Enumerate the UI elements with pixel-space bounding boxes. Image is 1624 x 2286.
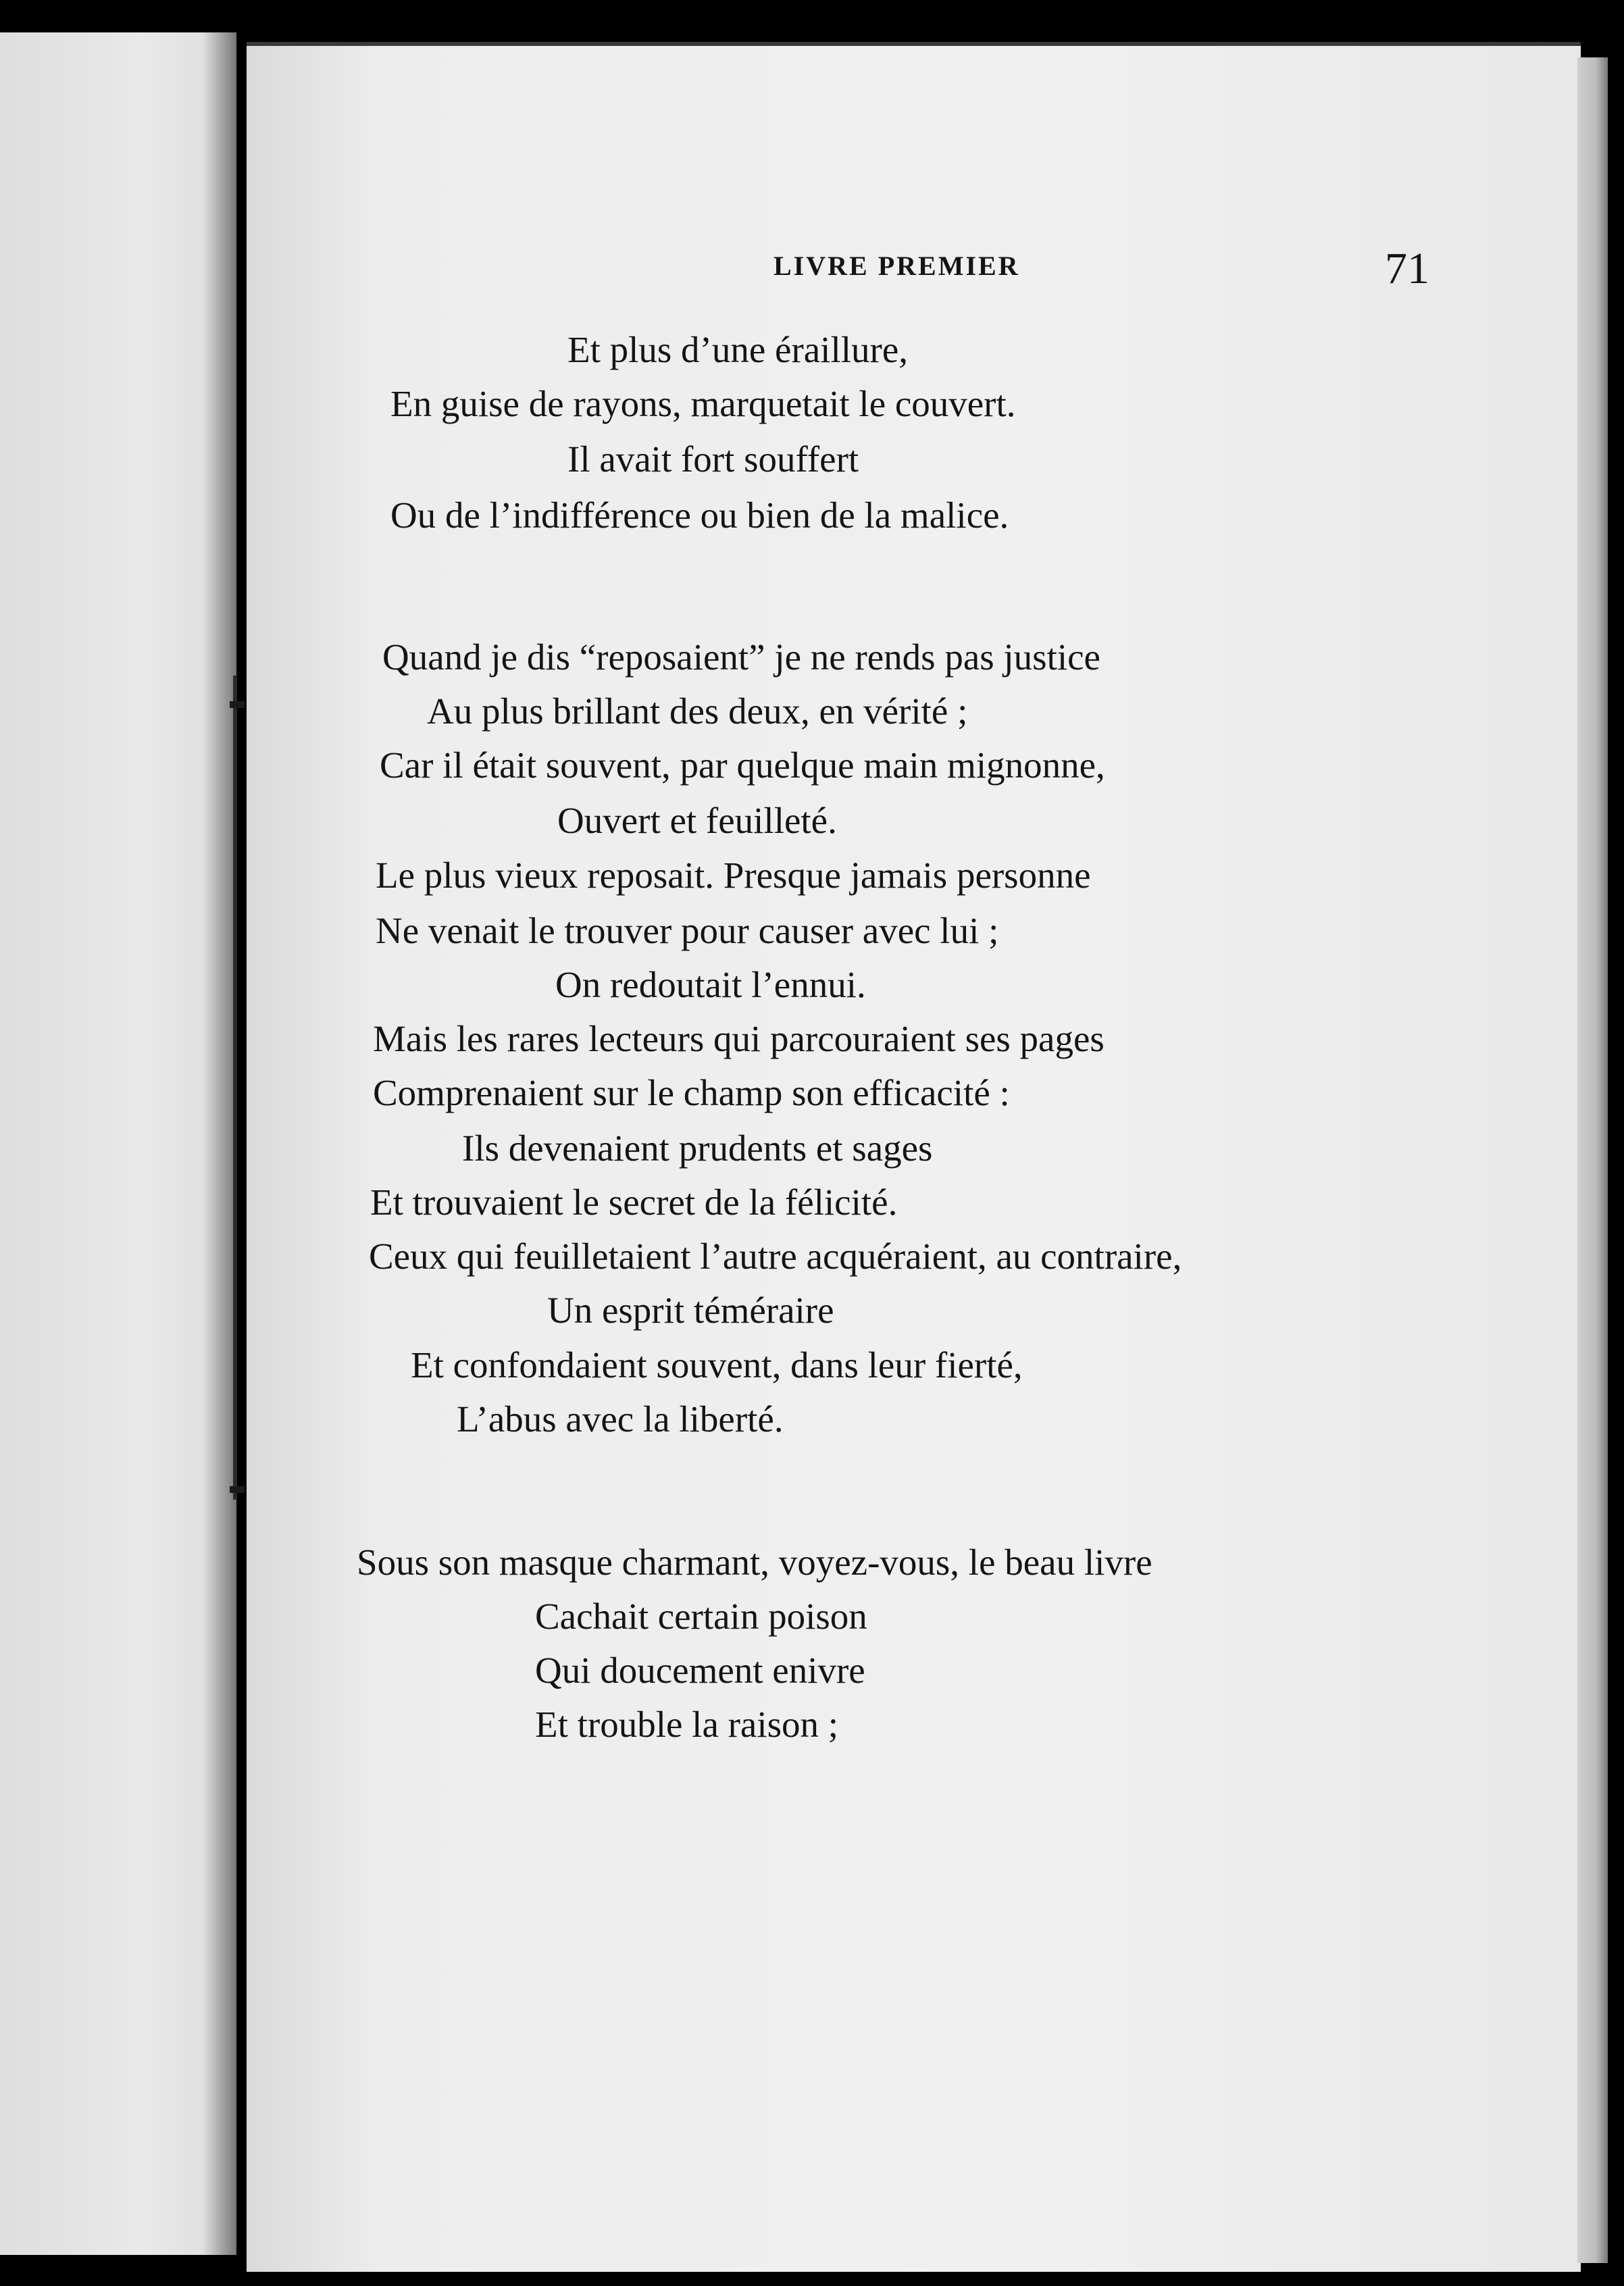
poem-line: Et plus d’une éraillure, xyxy=(567,329,908,370)
poem-line: Ou de l’indifférence ou bien de la malice. xyxy=(390,494,1009,536)
poem-line: Mais les rares lecteurs qui parcouraient ses pages xyxy=(373,1018,1105,1059)
book-gutter-shadow xyxy=(203,32,243,2255)
gutter-mark xyxy=(230,701,245,708)
poem-line: En guise de rayons, marquetait le couvert. xyxy=(390,383,1016,424)
poem-line: Car il était souvent, par quelque main mignonne, xyxy=(380,744,1105,786)
poem-line: Ceux qui feuilletaient l’autre acquéraient, au contraire, xyxy=(369,1236,1182,1277)
poem-line: Et trouble la raison ; xyxy=(535,1704,839,1745)
poem-line: On redoutait l’ennui. xyxy=(555,964,866,1005)
left-page xyxy=(0,32,236,2255)
poem-line: Un esprit téméraire xyxy=(547,1290,834,1331)
gutter-rule xyxy=(233,676,237,1500)
poem-line: Et trouvaient le secret de la félicité. xyxy=(370,1182,898,1223)
poem-line: Sous son masque charmant, voyez-vous, le beau livre xyxy=(357,1542,1152,1583)
poem-line: Il avait fort souffert xyxy=(567,438,859,480)
page-number: 71 xyxy=(1385,244,1429,293)
poem-line: L’abus avec la liberté. xyxy=(457,1398,784,1440)
poem-line: Ils devenaient prudents et sages xyxy=(462,1127,933,1169)
poem-line: Qui doucement enivre xyxy=(535,1650,865,1691)
poem-line: Ne venait le trouver pour causer avec lui ; xyxy=(376,910,999,951)
page-edge xyxy=(1577,57,1608,2263)
running-title: LIVRE PREMIER xyxy=(773,251,1020,281)
poem-line: Et confondaient souvent, dans leur fierté, xyxy=(411,1344,1023,1386)
poem-line: Quand je dis “reposaient” je ne rends pas justice xyxy=(382,636,1100,678)
poem-line: Le plus vieux reposait. Presque jamais personne xyxy=(376,855,1091,896)
poem-line: Comprenaient sur le champ son efficacité : xyxy=(373,1072,1010,1113)
poem-line: Au plus brillant des deux, en vérité ; xyxy=(427,690,968,732)
poem-line: Ouvert et feuilleté. xyxy=(557,800,837,841)
poem-line: Cachait certain poison xyxy=(535,1596,867,1637)
gutter-mark xyxy=(230,1486,245,1493)
